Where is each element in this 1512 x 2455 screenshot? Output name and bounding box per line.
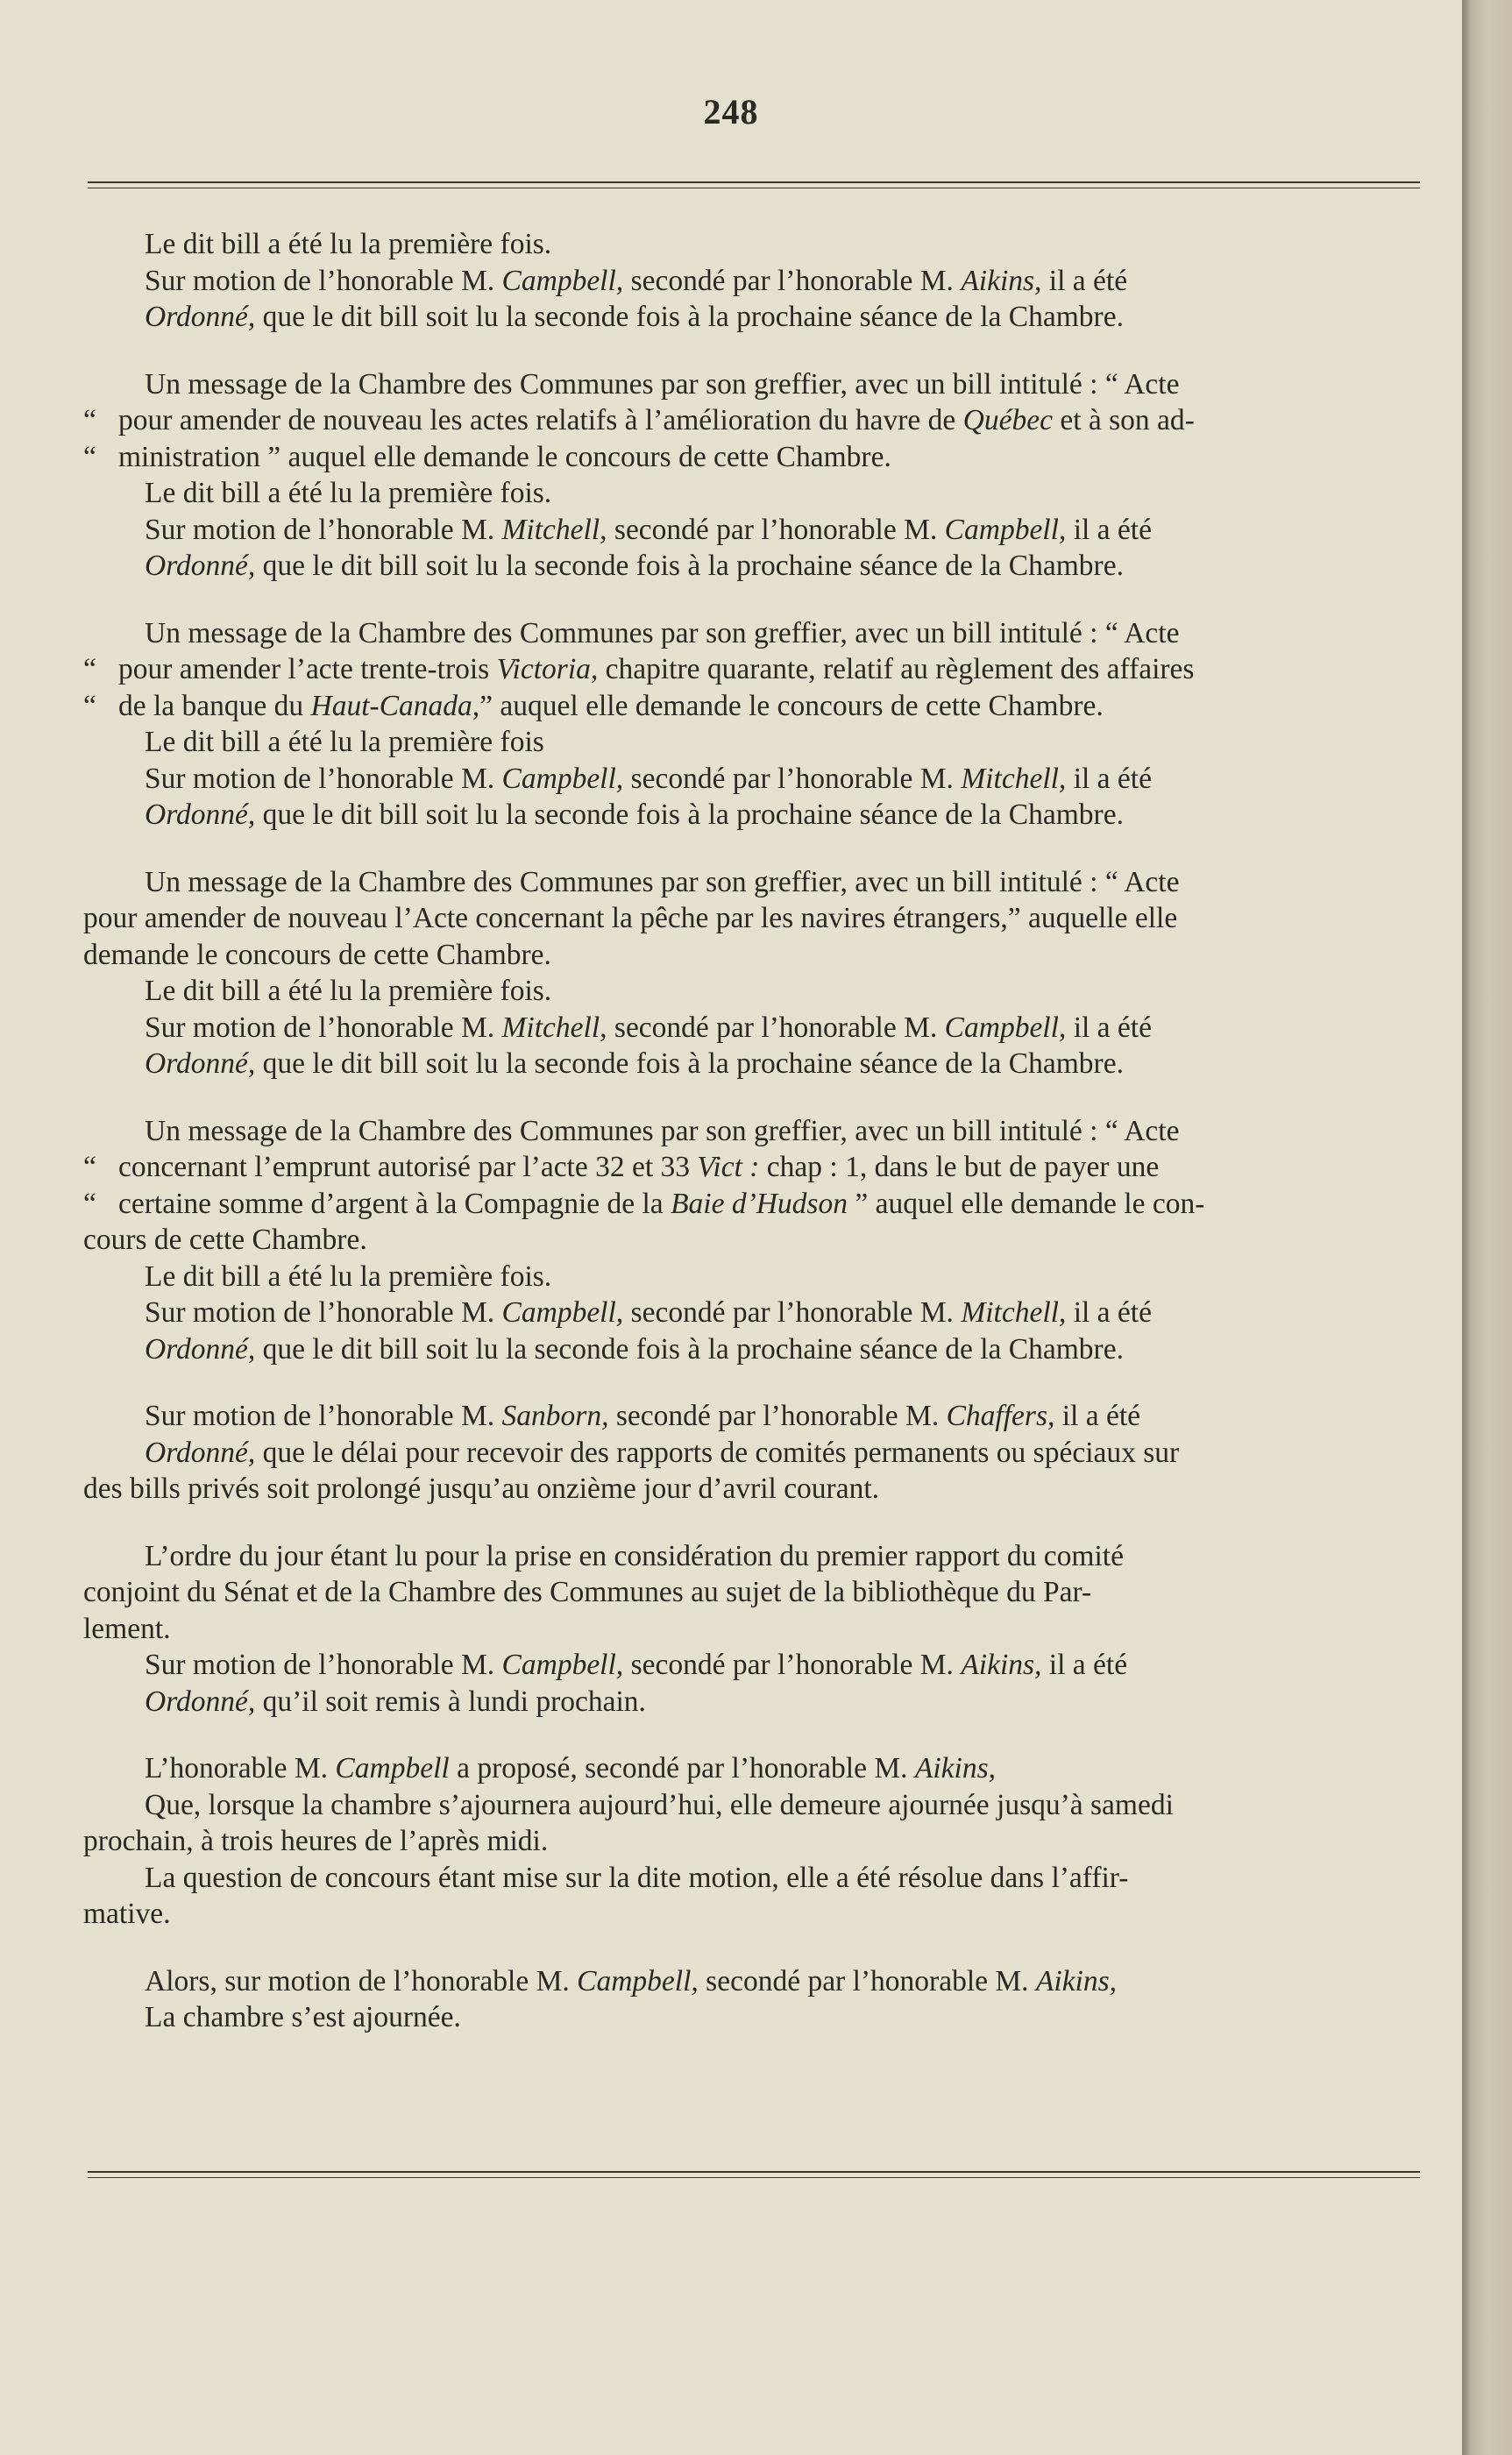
text-line	[83, 864, 1433, 901]
italic-name: Vict :	[697, 1151, 760, 1183]
text-line	[83, 512, 1433, 549]
text-run: La question de concours étant mise sur la dite motion, elle a été résolue dans l’affir-	[145, 1861, 1129, 1894]
text-line	[83, 1823, 1433, 1860]
text-line	[83, 973, 1433, 1010]
paragraph	[83, 226, 1433, 336]
text-line	[83, 1999, 1433, 2036]
text-run: secondé par l’honorable M.	[623, 1649, 962, 1681]
text-run: il a été	[1066, 1296, 1152, 1329]
text-run: Sur motion de l’honorable M.	[145, 1400, 502, 1432]
text-run: conjoint du Sénat et de la Chambre des Communes au sujet de la bibliothèque du Par-	[83, 1576, 1092, 1608]
text-line	[83, 1471, 1433, 1508]
book-spine-edge	[1462, 0, 1512, 2455]
text-line	[83, 548, 1433, 585]
text-run: que le dit bill soit lu la seconde fois à la prochaine séance de la Chambre.	[255, 798, 1124, 831]
paragraph	[83, 1113, 1433, 1368]
text-line	[83, 937, 1433, 974]
italic-name: Mitchell,	[961, 762, 1067, 795]
text-line	[83, 1398, 1433, 1435]
paragraph	[83, 1750, 1433, 1933]
italic-name: Mitchell,	[501, 1011, 607, 1044]
text-run: pour amender de nouveau l’Acte concernant la pêche par les navires étrangers,” auquelle elle	[83, 902, 1178, 934]
text-line	[83, 402, 1433, 439]
text-line	[83, 226, 1433, 263]
text-run: il a été	[1041, 1649, 1128, 1681]
text-run: Le dit bill a été lu la première fois.	[145, 975, 552, 1007]
text-run: prochain, à trois heures de l’après midi.	[83, 1825, 549, 1857]
text-run: Un message de la Chambre des Communes par son greffier, avec un bill intitulé : “ Acte	[145, 367, 1180, 401]
text-line	[83, 1684, 1433, 1721]
bottom-rule	[88, 2171, 1420, 2173]
text-line	[83, 1896, 1433, 1933]
text-run: chapitre quarante, relatif au règlement des affaires	[598, 653, 1195, 685]
text-run: que le dit bill soit lu la seconde fois à la prochaine séance de la Chambre.	[255, 1332, 1124, 1366]
paragraph	[83, 1538, 1433, 1721]
quote-mark: “	[83, 1187, 96, 1220]
bottom-rule-thin	[88, 2177, 1420, 2178]
italic-name: Ordonné,	[145, 1332, 256, 1366]
text-line	[83, 651, 1433, 688]
italic-name: Aikins,	[914, 1752, 996, 1784]
text-run: pour amender de nouveau les actes relatifs à l’amélioration du havre de	[118, 404, 963, 436]
text-run: Sur motion de l’honorable M.	[145, 1011, 502, 1044]
italic-name: Ordonné,	[145, 301, 256, 333]
text-line	[83, 1149, 1433, 1186]
text-run: de la banque du	[118, 689, 311, 722]
text-run: cours de cette Chambre.	[83, 1224, 367, 1256]
text-run: ministration ” auquel elle demande le concours de cette Chambre.	[118, 440, 891, 473]
text-line	[83, 1222, 1433, 1259]
italic-name: Mitchell,	[501, 513, 607, 546]
text-run: secondé par l’honorable M.	[623, 1296, 962, 1329]
italic-name: Ordonné,	[145, 550, 256, 582]
text-line	[83, 1963, 1433, 2000]
text-run: il a été	[1066, 1011, 1152, 1044]
text-run: secondé par l’honorable M.	[698, 1964, 1036, 1997]
italic-name: Haut-Canada,	[310, 689, 480, 722]
italic-name: Campbell,	[501, 1649, 624, 1681]
text-run: Un message de la Chambre des Communes par son greffier, avec un bill intitulé : “ Acte	[145, 865, 1180, 898]
italic-name: Ordonné,	[145, 798, 256, 831]
quote-mark: “	[83, 404, 96, 436]
text-run: pour amender l’acte trente-trois	[118, 653, 497, 685]
text-run: des bills privés soit prolongé jusqu’au onzième jour d’avril courant.	[83, 1472, 880, 1505]
text-line	[83, 1750, 1433, 1787]
text-run: que le délai pour recevoir des rapports de comités permanents ou spéciaux sur	[255, 1436, 1180, 1469]
text-run: certaine somme d’argent à la Compagnie de la	[118, 1187, 671, 1220]
page-body	[83, 226, 1433, 2067]
text-line	[83, 1538, 1433, 1575]
quote-mark: “	[83, 440, 96, 473]
text-run: Sur motion de l’honorable M.	[145, 762, 502, 795]
text-line	[83, 1259, 1433, 1295]
quote-mark: “	[83, 689, 96, 722]
italic-name: Campbell,	[501, 762, 624, 795]
text-run: secondé par l’honorable M.	[608, 1400, 947, 1432]
text-run: mative.	[83, 1898, 171, 1930]
text-line	[83, 1295, 1433, 1331]
italic-name: Victoria,	[496, 653, 599, 685]
text-run: L’ordre du jour étant lu pour la prise en considération du premier rapport du comité	[145, 1539, 1124, 1572]
text-run: que le dit bill soit lu la seconde fois à la prochaine séance de la Chambre.	[255, 550, 1124, 582]
text-run: La chambre s’est ajournée.	[145, 2001, 461, 2033]
text-line	[83, 797, 1433, 834]
text-run: que le dit bill soit lu la seconde fois à la prochaine séance de la Chambre.	[255, 1047, 1124, 1080]
text-line	[83, 475, 1433, 512]
text-run: il a été	[1054, 1400, 1141, 1432]
text-run: Le dit bill a été lu la première fois.	[145, 228, 552, 260]
text-run: Que, lorsque la chambre s’ajournera aujourd’hui, elle demeure ajournée jusqu’à samedi	[145, 1788, 1174, 1821]
italic-name: Campbell	[335, 1752, 450, 1784]
text-run: secondé par l’honorable M.	[623, 264, 962, 297]
paragraph	[83, 1963, 1433, 2036]
italic-name: Ordonné,	[145, 1436, 256, 1469]
italic-name: Baie d’Hudson	[671, 1187, 848, 1220]
text-line	[83, 1010, 1433, 1047]
text-run: secondé par l’honorable M.	[607, 1011, 945, 1044]
text-line	[83, 1647, 1433, 1684]
text-run: Sur motion de l’honorable M.	[145, 1296, 502, 1329]
text-line	[83, 615, 1433, 652]
text-run: Alors, sur motion de l’honorable M.	[145, 1964, 578, 1997]
italic-name: Aikins,	[961, 264, 1042, 297]
text-run: ” auquel elle demande le concours de cette Chambre.	[479, 689, 1104, 722]
quote-mark: “	[83, 1151, 96, 1183]
text-run: demande le concours de cette Chambre.	[83, 938, 551, 971]
italic-name: Aikins,	[1035, 1964, 1118, 1997]
paragraph	[83, 615, 1433, 834]
text-run: secondé par l’honorable M.	[623, 762, 962, 795]
text-run: il a été	[1041, 264, 1128, 297]
italic-name: Campbell,	[501, 264, 624, 297]
text-run: et à son ad-	[1052, 404, 1195, 436]
page-number: 248	[703, 92, 759, 131]
text-line	[83, 1611, 1433, 1648]
italic-name: Campbell,	[577, 1964, 699, 1997]
italic-name: Ordonné,	[145, 1685, 256, 1718]
text-run: Un message de la Chambre des Communes par son greffier, avec un bill intitulé : “ Acte	[145, 1114, 1180, 1147]
italic-name: Campbell,	[944, 1011, 1067, 1044]
text-line	[83, 1113, 1433, 1150]
text-run: secondé par l’honorable M.	[607, 513, 945, 546]
text-run: il a été	[1066, 762, 1152, 795]
text-line	[83, 1046, 1433, 1082]
text-line	[83, 1186, 1433, 1223]
text-line	[83, 439, 1433, 476]
text-run: Sur motion de l’honorable M.	[145, 1649, 502, 1681]
text-line	[83, 299, 1433, 336]
text-run: Le dit bill a été lu la première fois.	[145, 1259, 552, 1293]
italic-name: Ordonné,	[145, 1047, 256, 1080]
text-run: L’honorable M.	[145, 1752, 336, 1784]
text-run: Un message de la Chambre des Communes par son greffier, avec un bill intitulé : “ Acte	[145, 616, 1180, 649]
text-run: il a été	[1066, 513, 1152, 546]
paragraph	[83, 366, 1433, 585]
italic-name: Chaffers,	[946, 1400, 1055, 1432]
text-line	[83, 366, 1433, 403]
text-line	[83, 1435, 1433, 1472]
italic-name: Campbell,	[501, 1296, 624, 1329]
text-run: a proposé, secondé par l’honorable M.	[449, 1752, 915, 1784]
text-run: ” auquel elle demande le con-	[847, 1187, 1205, 1220]
text-line	[83, 1574, 1433, 1611]
text-line	[83, 1860, 1433, 1897]
italic-name: Mitchell,	[961, 1296, 1067, 1329]
paragraph	[83, 864, 1433, 1082]
text-run: Sur motion de l’honorable M.	[145, 264, 502, 297]
text-line	[83, 761, 1433, 798]
text-line	[83, 1331, 1433, 1368]
italic-name: Aikins,	[961, 1649, 1042, 1681]
text-run: chap : 1, dans le but de payer une	[759, 1151, 1160, 1183]
italic-name: Sanborn,	[501, 1400, 609, 1432]
text-line	[83, 1787, 1433, 1824]
text-run: concernant l’emprunt autorisé par l’acte 32 et 33	[118, 1151, 698, 1183]
text-run: que le dit bill soit lu la seconde fois à la prochaine séance de la Chambre.	[255, 301, 1124, 333]
italic-name: Campbell,	[944, 513, 1067, 546]
text-run: Sur motion de l’honorable M.	[145, 513, 502, 546]
italic-name: Québec	[962, 404, 1053, 436]
text-run: qu’il soit remis à lundi prochain.	[255, 1685, 646, 1718]
text-line	[83, 263, 1433, 300]
text-line	[83, 900, 1433, 937]
quote-mark: “	[83, 653, 96, 685]
text-line	[83, 724, 1433, 761]
text-run: lement.	[83, 1612, 171, 1645]
paragraph	[83, 1398, 1433, 1508]
text-run: Le dit bill a été lu la première fois.	[145, 477, 552, 509]
text-line	[83, 688, 1433, 725]
top-rule	[88, 181, 1420, 183]
text-run: Le dit bill a été lu la première fois	[145, 726, 544, 758]
